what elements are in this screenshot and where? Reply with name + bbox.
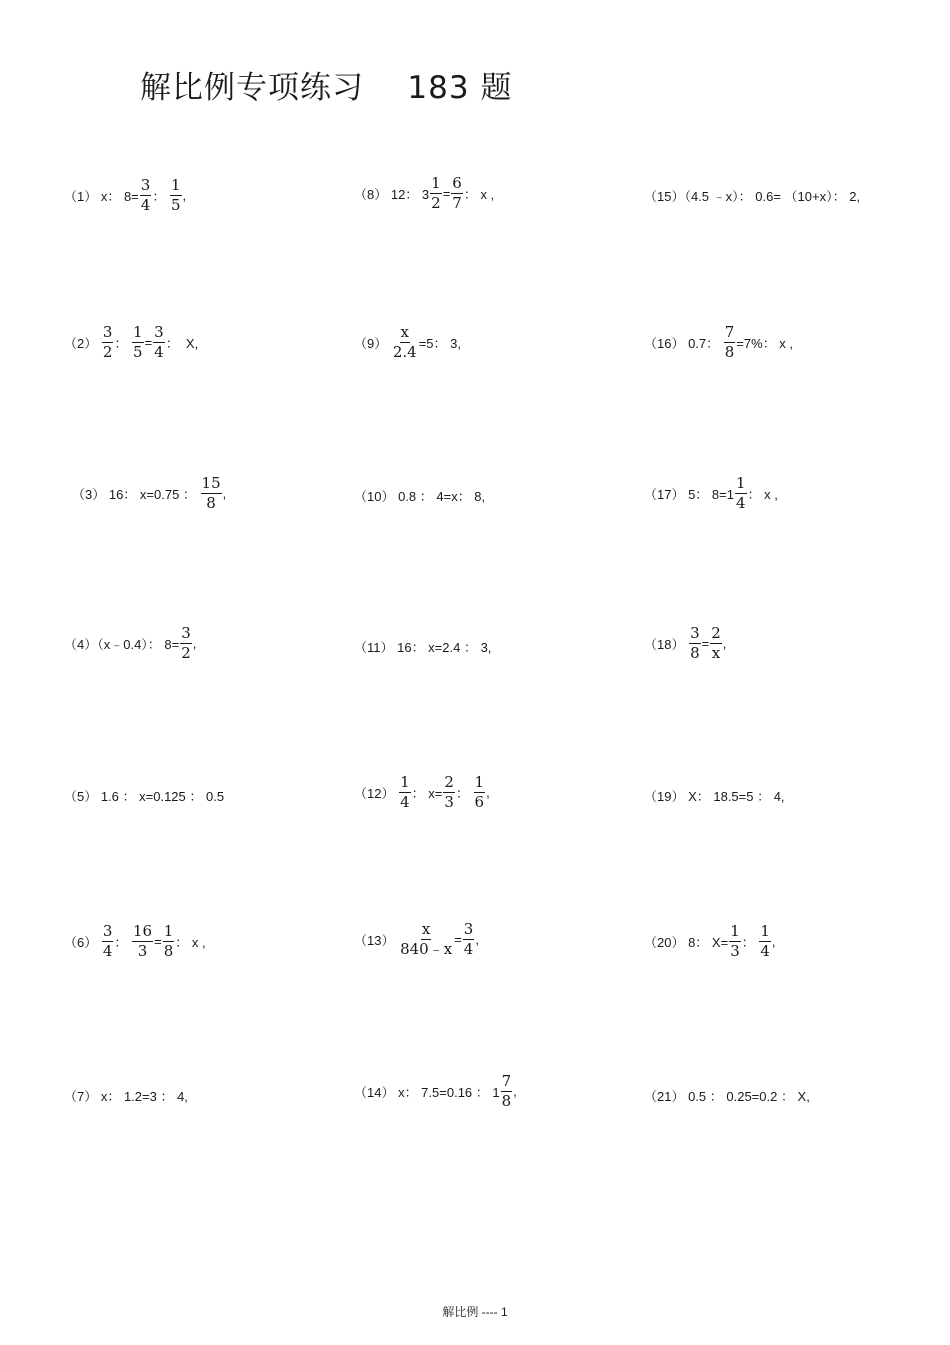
- fraction-denominator: 8: [501, 1092, 512, 1110]
- fraction-denominator: 3: [444, 793, 454, 811]
- expression-text: ： X,: [165, 336, 199, 351]
- fraction-numerator: 3: [463, 920, 474, 938]
- fraction: [163, 924, 175, 959]
- fraction-numerator: 1: [163, 922, 174, 940]
- fraction-denominator: 8: [724, 343, 735, 361]
- fraction: [451, 176, 463, 211]
- problem-3: [72, 476, 226, 511]
- fraction-numerator: 1: [400, 773, 410, 791]
- fraction-denominator: 4: [760, 942, 770, 960]
- fraction: [392, 325, 418, 360]
- expression-text: （19） X： 18.5=5 ： 4,: [644, 789, 785, 804]
- fraction-numerator: 3: [181, 624, 191, 642]
- problem-10: [354, 486, 485, 505]
- fraction: [689, 626, 701, 661]
- expression-text: ,: [192, 636, 197, 651]
- expression-text: =: [442, 186, 451, 201]
- fraction: [729, 924, 741, 959]
- expression-text: ：: [152, 189, 169, 204]
- fraction-numerator: 2: [444, 773, 454, 791]
- expression-text: =5： 3,: [418, 336, 461, 351]
- fraction-denominator: x: [711, 644, 721, 662]
- problem-18: [644, 626, 726, 661]
- expression-text: （13）: [354, 933, 399, 948]
- fraction-numerator: x: [400, 323, 409, 341]
- expression-text: （1） x： 8=: [64, 189, 139, 204]
- fraction-numerator: 3: [102, 323, 113, 341]
- fraction-denominator: 4: [102, 942, 113, 960]
- fraction-denominator: 3: [137, 942, 148, 960]
- expression-text: =: [454, 932, 462, 947]
- fraction-numerator: 1: [760, 922, 770, 940]
- fraction: [430, 176, 442, 211]
- fraction-denominator: 5: [133, 343, 143, 361]
- problem-13: [354, 922, 479, 957]
- fraction-denominator: 4: [154, 343, 164, 361]
- fraction: [132, 924, 153, 959]
- fraction-denominator: 8: [206, 494, 216, 512]
- expression-text: （16） 0.7：: [644, 336, 723, 351]
- fraction-numerator: 2: [711, 624, 721, 642]
- fraction-numerator: 1: [474, 773, 485, 791]
- expression-text: ,: [722, 636, 727, 651]
- expression-text: =: [144, 335, 153, 350]
- expression-text: ,: [513, 1084, 517, 1099]
- fraction: [710, 626, 722, 661]
- fraction-numerator: 6: [452, 174, 462, 192]
- expression-text: ,: [475, 932, 479, 947]
- expression-text: =: [154, 934, 162, 949]
- fraction-denominator: 2: [181, 644, 191, 662]
- expression-text: （2）: [64, 336, 101, 351]
- fraction-denominator: 8: [163, 942, 174, 960]
- fraction-numerator: 3: [154, 323, 164, 341]
- fraction-denominator: 4: [463, 940, 474, 958]
- fraction: [102, 325, 114, 360]
- fraction-numerator: 1: [170, 176, 181, 194]
- fraction-numerator: 3: [140, 176, 151, 194]
- problem-16: [644, 325, 793, 360]
- expression-text: ： x=: [411, 786, 443, 801]
- fraction: [724, 325, 736, 360]
- fraction: [180, 626, 192, 661]
- expression-text: （14） x： 7.5=0.16 ： 1: [354, 1085, 500, 1100]
- fraction-denominator: 4: [735, 494, 746, 512]
- fraction-denominator: 6: [474, 793, 485, 811]
- fraction-numerator: 1: [431, 174, 441, 192]
- fraction-numerator: 3: [102, 922, 113, 940]
- expression-text: ,: [222, 486, 227, 501]
- fraction: [201, 476, 222, 511]
- expression-text: （21） 0.5 ： 0.25=0.2 ： X,: [644, 1089, 810, 1104]
- problem-12: [354, 775, 490, 810]
- problem-20: [644, 924, 776, 959]
- fraction-denominator: 4: [140, 196, 151, 214]
- expression-text: （12）: [354, 786, 399, 801]
- expression-text: （20） 8： X=: [644, 935, 729, 950]
- fraction: [463, 922, 475, 957]
- fraction-denominator: 4: [400, 793, 410, 811]
- problem-15: [644, 186, 860, 205]
- expression-text: （9）: [354, 336, 391, 351]
- fraction: [399, 775, 411, 810]
- fraction-denominator: 7: [452, 194, 462, 212]
- fraction-numerator: 7: [724, 323, 735, 341]
- fraction-numerator: 7: [501, 1072, 512, 1090]
- expression-text: ：: [455, 786, 473, 801]
- expression-text: ,: [182, 188, 187, 203]
- fraction: [759, 924, 771, 959]
- expression-text: （17） 5： 8=1: [644, 487, 734, 502]
- fraction-numerator: 1: [735, 474, 746, 492]
- fraction: [735, 476, 747, 511]
- expression-text: （5） 1.6 ： x=0.125 ： 0.5: [64, 789, 225, 804]
- expression-text: ： x ,: [747, 487, 778, 502]
- fraction: [443, 775, 455, 810]
- expression-text: （15）（4.5 ﹣x）： 0.6= （10+x）： 2,: [644, 189, 861, 204]
- expression-text: （8） 12： 3: [354, 187, 430, 202]
- expression-text: （7） x： 1.2=3 ： 4,: [64, 1089, 188, 1104]
- expression-text: ,: [486, 785, 490, 800]
- expression-text: （11） 16： x=2.4 ： 3,: [354, 640, 492, 655]
- problem-6: [64, 924, 206, 959]
- problem-2: [64, 325, 198, 360]
- problem-21: [644, 1086, 810, 1105]
- page-title: 解比例专项练习 183 题: [140, 70, 513, 106]
- expression-text: ：: [114, 336, 132, 351]
- expression-text: （18）: [644, 637, 689, 652]
- fraction-numerator: 1: [730, 922, 740, 940]
- fraction-numerator: x: [421, 920, 431, 938]
- problem-17: [644, 476, 778, 511]
- problem-4: [64, 626, 196, 661]
- fraction: [102, 924, 114, 959]
- fraction-denominator: 2.4: [392, 343, 417, 361]
- fraction-denominator: 2: [431, 194, 441, 212]
- expression-text: =: [701, 636, 710, 651]
- problem-11: [354, 637, 491, 656]
- expression-text: （6）: [64, 935, 101, 950]
- expression-text: ： x ,: [175, 935, 206, 950]
- problem-5: [64, 786, 224, 805]
- fraction-denominator: 3: [730, 942, 740, 960]
- problem-19: [644, 786, 785, 805]
- fraction: [474, 775, 486, 810]
- problem-8: [354, 176, 494, 211]
- problem-9: [354, 325, 461, 360]
- problem-1: [64, 178, 186, 213]
- fraction: [501, 1074, 513, 1109]
- fraction-denominator: 5: [170, 196, 181, 214]
- expression-text: ：: [741, 935, 759, 950]
- problem-7: [64, 1086, 188, 1105]
- fraction-denominator: 8: [690, 644, 700, 662]
- problem-14: [354, 1074, 517, 1109]
- fraction: [153, 325, 165, 360]
- fraction: [399, 922, 453, 957]
- fraction: [132, 325, 144, 360]
- fraction-numerator: 3: [690, 624, 700, 642]
- page-footer: 解比例 ---- 1: [442, 1305, 508, 1319]
- expression-text: ： x ,: [463, 187, 495, 202]
- fraction-denominator: 2: [102, 343, 113, 361]
- fraction-numerator: 1: [133, 323, 143, 341]
- expression-text: （4）（x﹣0.4）： 8=: [64, 637, 180, 652]
- expression-text: ：: [114, 935, 132, 950]
- fraction: [140, 178, 152, 213]
- expression-text: ,: [771, 934, 776, 949]
- fraction: [170, 178, 182, 213]
- expression-text: （10） 0.8 ： 4=x： 8,: [354, 489, 486, 504]
- expression-text: =7%： x ,: [736, 336, 794, 351]
- fraction-numerator: 16: [133, 922, 153, 940]
- fraction-denominator: 840﹣x: [400, 940, 453, 958]
- fraction-numerator: 15: [201, 474, 221, 492]
- expression-text: （3） 16： x=0.75 ：: [72, 487, 200, 502]
